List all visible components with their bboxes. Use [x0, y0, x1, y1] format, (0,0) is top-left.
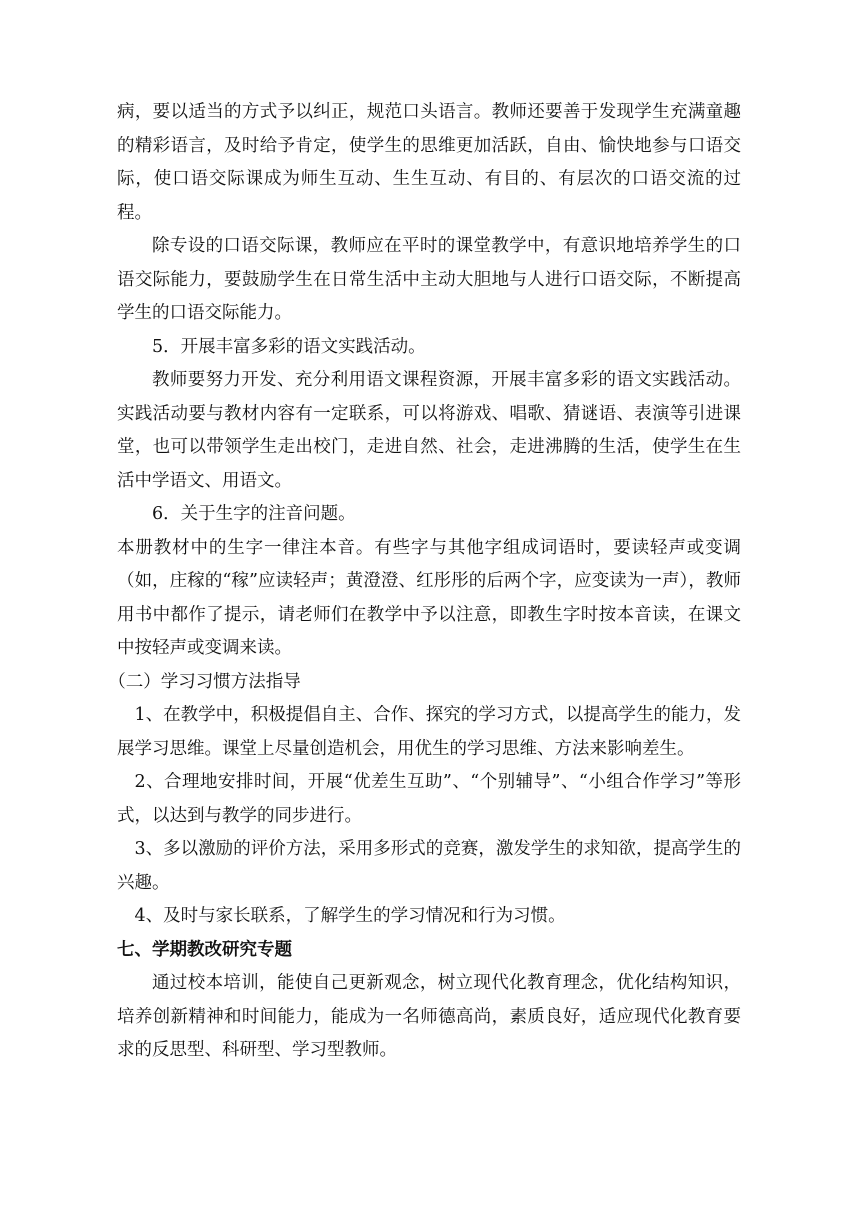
habit-item-4: 4、及时与家长联系，了解学生的学习情况和行为习惯。 — [134, 906, 566, 926]
paragraph-practice-activities: 教师要努力开发、充分利用语文课程资源，开展丰富多彩的语文实践活动。实践活动要与教材内容有一定联系，可以将游戏、唱歌、猜谜语、表演等引进课堂，也可以带领学生走出校门，走进自然、社会，走进沸腾的生活，使学生在生活中学语文、用语文。 — [117, 370, 741, 491]
item-6-heading: 6．关于生字的注音问题。 — [152, 504, 356, 524]
section-7-heading: 七、学期教改研究专题 — [117, 939, 292, 960]
item-5-heading: 5．开展丰富多彩的语文实践活动。 — [152, 336, 426, 357]
paragraph-oral-daily: 除专设的口语交际课，教师应在平时的课堂教学中，有意识地培养学生的口语交际能力，要鼓励学生在日常生活中主动大胆地与人进行口语交际，不断提高学生的口语交际能力。 — [117, 236, 741, 323]
habit-item-3: 3、多以激励的评价方法，采用多形式的竞赛，激发学生的求知欲，提高学生的兴趣。 — [117, 839, 741, 893]
paragraph-teaching-reform: 通过校本培训，能使自己更新观念，树立现代化教育理念，优化结构知识，培养创新精神和时间能力，能成为一名师德高尚，素质良好，适应现代化教育要求的反思型、科研型、学习型教师。 — [117, 973, 741, 1060]
paragraph-pronunciation: 本册教材中的生字一律注本音。有些字与其他字组成词语时，要读轻声或变调（如，庄稼的“稼”应读轻声；黄澄澄、红彤彤的后两个字，应变读为一声），教师用书中都作了提示，请老师们在教学中予以注意，即教生字时按本音读，在课文中按轻声或变调来读。 — [117, 537, 741, 658]
habit-item-1: 1、在教学中，积极提倡自主、合作、探究的学习方式，以提高学生的能力，发展学习思维。课堂上尽量创造机会，用优生的学习思维、方法来影响差生。 — [117, 705, 741, 759]
document-page — [108, 96, 741, 1068]
paragraph-oral-correction: 病，要以适当的方式予以纠正，规范口头语言。教师还要善于发现学生充满童趣的精彩语言，及时给予肯定，使学生的思维更加活跃，自由、愉快地参与口语交际，使口语交际课成为师生互动、生生互动、有目的、有层次的口语交流的过程。 — [117, 102, 741, 223]
habit-item-2: 2、合理地安排时间，开展“优差生互助”、“个别辅导”、“小组合作学习”等形式，以达到与教学的同步进行。 — [117, 772, 741, 826]
section-study-habits-heading: （二）学习习惯方法指导 — [108, 671, 301, 692]
